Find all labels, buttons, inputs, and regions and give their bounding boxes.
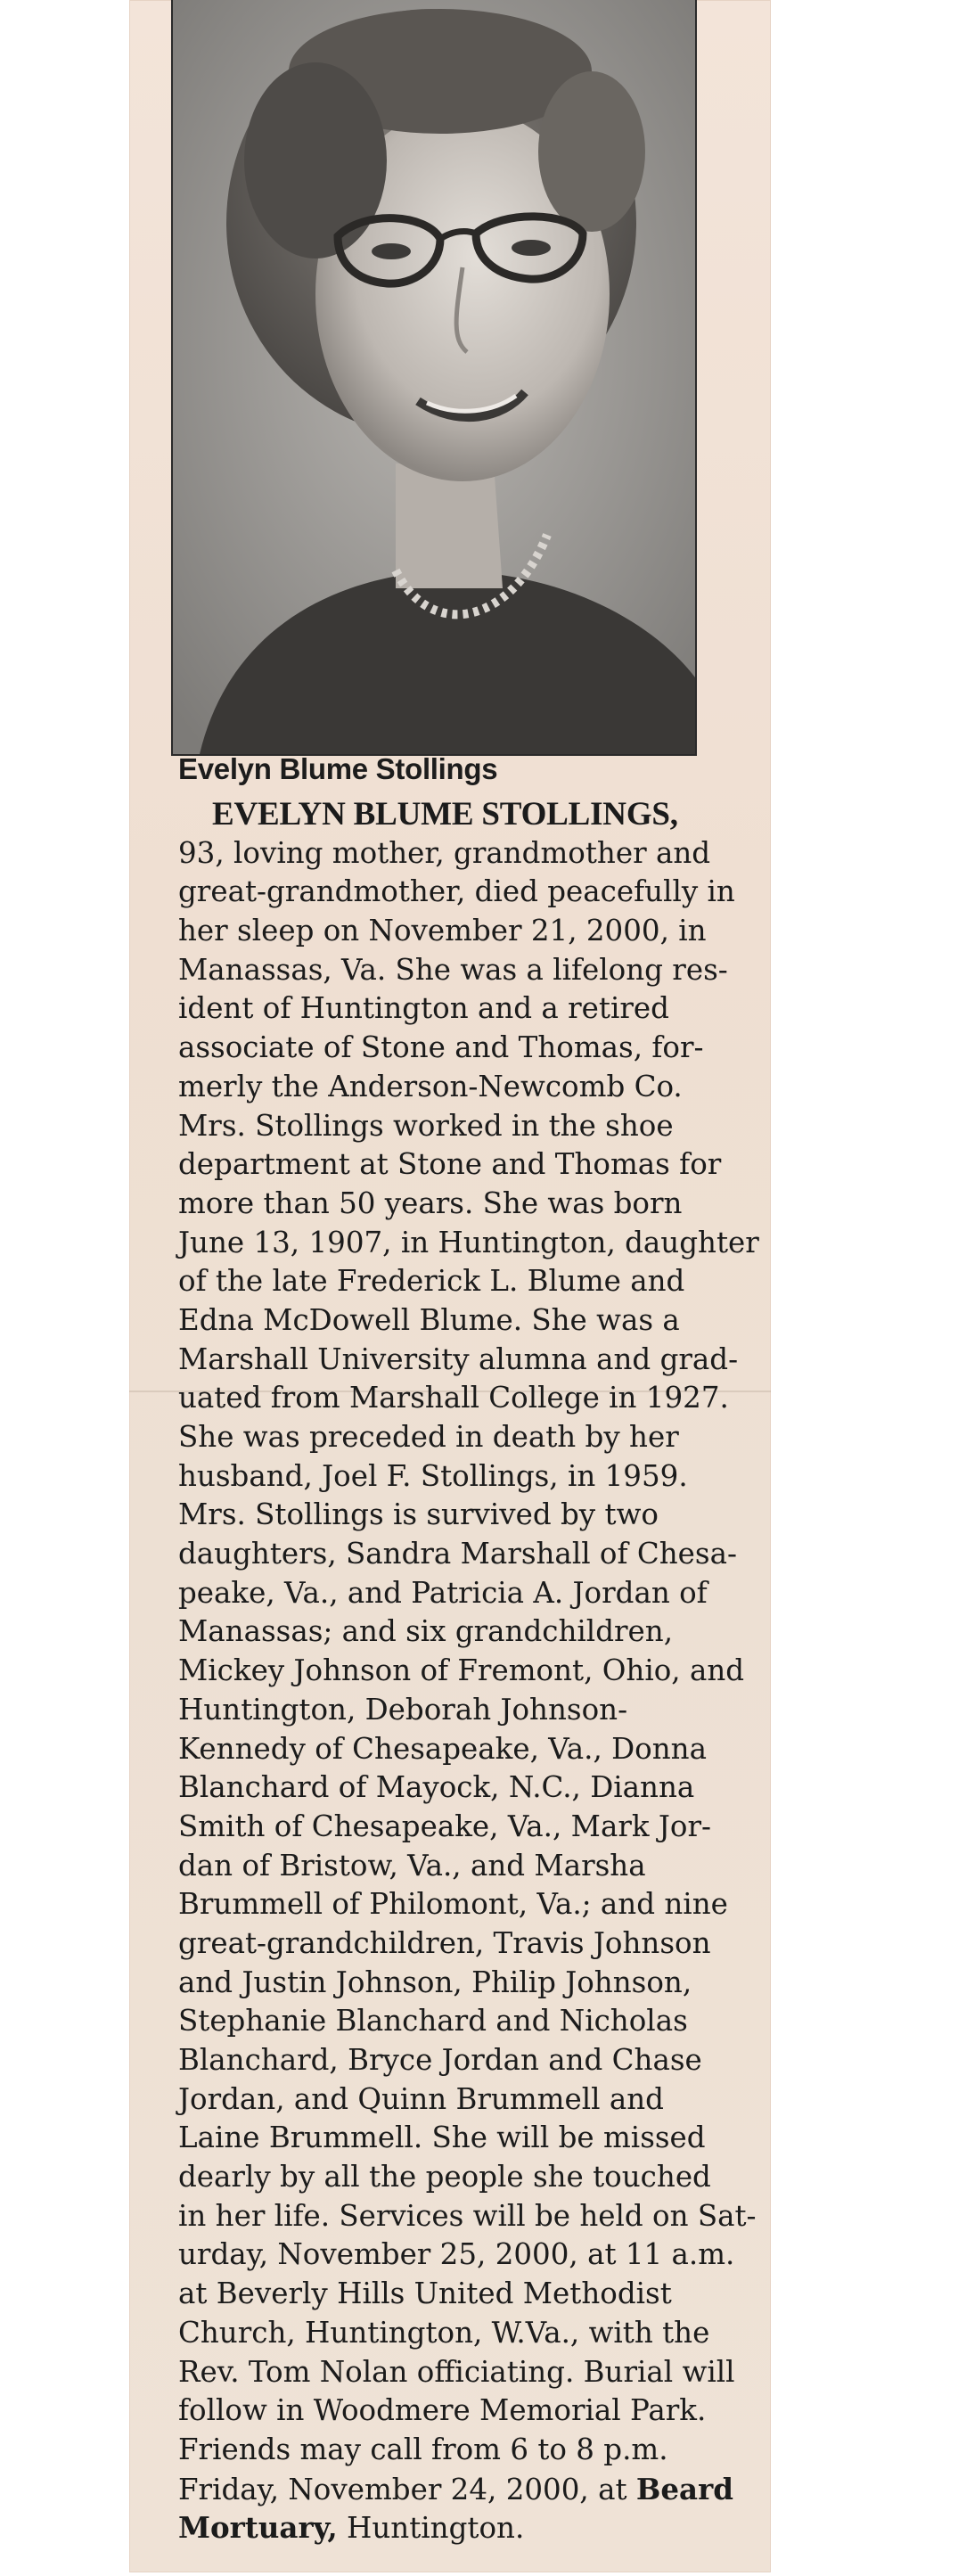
obituary-line: ident of Huntington and a retired [178, 991, 669, 1026]
obituary-line: associate of Stone and Thomas, for- [178, 1030, 704, 1065]
obituary-line: Rev. Tom Nolan officiating. Burial will [178, 2354, 735, 2389]
obituary-line: great-grandchildren, Travis Johnson [178, 1925, 711, 1960]
obituary-line: Jordan, and Quinn Brummell and [178, 2081, 664, 2116]
obituary-body [178, 795, 775, 2547]
obituary-line: Mrs. Stollings worked in the shoe [178, 1108, 674, 1143]
funeral-home-name-part: Beard [635, 2471, 733, 2506]
obituary-line: Blanchard of Mayock, N.C., Dianna [178, 1770, 695, 1805]
obituary-line: dearly by all the people she touched [178, 2160, 711, 2195]
obituary-line-text: Friday, November 24, 2000, at [178, 2472, 627, 2506]
obituary-line: peake, Va., and Patricia A. Jordan of [178, 1575, 708, 1610]
obituary-line: June 13, 1907, in Huntington, daughter [178, 1225, 759, 1259]
obituary-line: Mickey Johnson of Fremont, Ohio, and [178, 1653, 745, 1688]
obituary-line: Huntington, Deborah Johnson- [178, 1692, 628, 1727]
obituary-headline-name: EVELYN BLUME STOLLINGS, [212, 796, 678, 833]
obituary-line: Brummell of Philomont, Va.; and nine [178, 1887, 728, 1922]
obituary-line: and Justin Johnson, Philip Johnson, [178, 1965, 692, 1999]
newspaper-clipping [129, 0, 771, 2572]
obituary-line: more than 50 years. She was born [178, 1185, 683, 1220]
obituary-line: Laine Brummell. She will be missed [178, 2121, 706, 2155]
obituary-line-final [178, 2470, 775, 2509]
obituary-line: great-grandmother, died peacefully in [178, 874, 735, 909]
obituary-line: 93, loving mother, grandmother and [178, 835, 711, 870]
obituary-line: She was preceded in death by her [178, 1420, 679, 1454]
photo-caption: Evelyn Blume Stollings [178, 752, 498, 785]
obituary-line: department at Stone and Thomas for [178, 1147, 722, 1182]
obituary-line: dan of Bristow, Va., and Marsha [178, 1848, 646, 1883]
obituary-line: follow in Woodmere Memorial Park. [178, 2393, 707, 2428]
obituary-line: merly the Anderson-Newcomb Co. [178, 1069, 683, 1103]
obituary-line: uated from Marshall College in 1927. [178, 1381, 729, 1415]
obituary-closing-line [178, 2508, 775, 2547]
obituary-line: at Beverly Hills United Methodist [178, 2277, 672, 2311]
obituary-line: in her life. Services will be held on Sat- [178, 2198, 757, 2233]
obituary-line: Blanchard, Bryce Jordan and Chase [178, 2043, 702, 2077]
obituary-line: daughters, Sandra Marshall of Chesa- [178, 1537, 737, 1571]
funeral-home-location: Huntington. [337, 2511, 525, 2546]
obituary-line: of the late Frederick L. Blume and [178, 1264, 685, 1299]
obituary-line: Church, Huntington, W.Va., with the [178, 2315, 710, 2350]
obituary-line: Edna McDowell Blume. She was a [178, 1302, 680, 1337]
obituary-line: Marshall University alumna and grad- [178, 1341, 739, 1376]
obituary-line: Manassas, Va. She was a lifelong res- [178, 952, 728, 987]
obituary-line: Kennedy of Chesapeake, Va., Donna [178, 1731, 707, 1766]
obituary-line: Smith of Chesapeake, Va., Mark Jor- [178, 1809, 711, 1843]
obituary-line: husband, Joel F. Stollings, in 1959. [178, 1458, 688, 1493]
obituary-line: urday, November 25, 2000, at 11 a.m. [178, 2237, 735, 2272]
obituary-line: Mrs. Stollings is survived by two [178, 1497, 659, 1532]
obituary-line: Manassas; and six grandchildren, [178, 1614, 674, 1649]
obituary-line: Friends may call from 6 to 8 p.m. [178, 2432, 668, 2466]
portrait-photo [171, 0, 697, 756]
portrait-photo-icon [173, 0, 695, 754]
obituary-line: Stephanie Blanchard and Nicholas [178, 2004, 688, 2039]
obituary-line: her sleep on November 21, 2000, in [178, 914, 707, 948]
funeral-home-name: Mortuary, [178, 2510, 338, 2546]
